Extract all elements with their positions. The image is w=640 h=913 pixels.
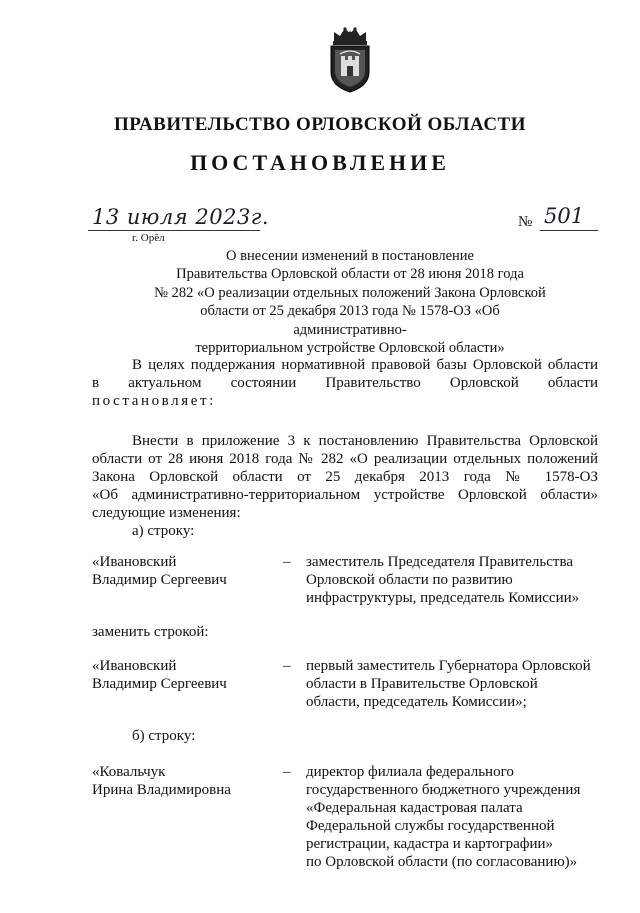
entry-text-line: директор филиала федерального [306, 764, 514, 780]
entry2-text [306, 657, 606, 711]
subject-line: О внесении изменений в постановление [226, 248, 474, 264]
number-label: № [518, 214, 533, 230]
subject-line: территориальном устройстве Орловской области» [195, 340, 505, 357]
entry-text-line: государственного бюджетного учреждения [306, 782, 581, 798]
entry-name-line: Ирина Владимировна [92, 782, 231, 798]
entry-text-line: по Орловской области (по согласованию)» [306, 854, 578, 870]
entry-name-line: «Ивановский [92, 554, 177, 570]
amendment-line: «Об административно-территориальном устройстве Орловской области» [92, 487, 598, 503]
coat-of-arms-icon [326, 26, 374, 94]
date-handwritten: 13 июля 2023г. [92, 205, 270, 229]
entry-name-line: «Ивановский [92, 658, 177, 674]
date-underline [88, 230, 260, 231]
city-label: г. Орёл [132, 232, 165, 244]
entry-text-line: заместитель Председателя Правительства [306, 554, 574, 570]
amendment-line: области от 28 июня 2018 года № 282 «О реализации отдельных положений [92, 451, 598, 467]
amendment-line: Внести в приложение 3 к постановлению Правительства Орловской [132, 433, 598, 449]
entry-name-line: «Ковальчук [92, 764, 166, 780]
entry-text-line: Федеральной службы государственной [306, 818, 555, 834]
amendment-line: Закона Орловской области от 25 декабря 2013 года № 1578-ОЗ [92, 469, 598, 485]
entry3-text [306, 763, 606, 871]
entry-text-line: первый заместитель Губернатора Орловской [306, 658, 591, 674]
preamble-line: В целях поддержания нормативной правовой базы Орловской области [132, 357, 598, 373]
preamble-line: в актуальном состоянии Правительство Орловской области [92, 375, 598, 391]
entry1-name [92, 553, 227, 589]
number-handwritten: 501 [544, 204, 585, 228]
entry3-name [92, 763, 231, 799]
entry2-dash: – [283, 658, 291, 674]
item-b-label: б) строку: [132, 728, 196, 744]
entry-name-line: Владимир Сергеевич [92, 676, 227, 692]
entry-text-line: области, председатель Комиссии»; [306, 694, 527, 710]
entry-text-line: регистрации, кадастра и картографии» [306, 836, 554, 852]
entry1-dash: – [283, 554, 291, 570]
entry-text-line: области в Правительстве Орловской [306, 676, 538, 692]
subject-line: Правительства Орловской области от 28 июня 2018 года [176, 266, 524, 283]
entry-text-line: Орловской области по развитию [306, 572, 513, 588]
replace-label: заменить строкой: [92, 624, 209, 640]
amendment-paragraph [92, 432, 598, 540]
subject-line: области от 25 декабря 2013 года № 1578-ОЗ «Об административно- [200, 303, 500, 338]
entry1-text [306, 553, 606, 607]
entry2-name [92, 657, 227, 693]
preamble-resolves: постановляет: [92, 393, 216, 409]
decree-subject [150, 247, 550, 357]
entry-text-line: «Федеральная кадастровая палата [306, 800, 523, 816]
amendment-line: следующие изменения: [92, 505, 241, 521]
number-underline [540, 230, 598, 231]
government-title: ПРАВИТЕЛЬСТВО ОРЛОВСКОЙ ОБЛАСТИ [113, 114, 526, 135]
preamble-paragraph [92, 356, 598, 410]
decree-title: ПОСТАНОВЛЕНИЕ [190, 150, 450, 175]
subject-line: № 282 «О реализации отдельных положений Закона Орловской [154, 284, 546, 301]
entry-text-line: инфраструктуры, председатель Комиссии» [306, 590, 580, 606]
entry-name-line: Владимир Сергеевич [92, 572, 227, 588]
item-a-label: а) строку: [132, 523, 195, 539]
entry3-dash: – [283, 764, 291, 780]
